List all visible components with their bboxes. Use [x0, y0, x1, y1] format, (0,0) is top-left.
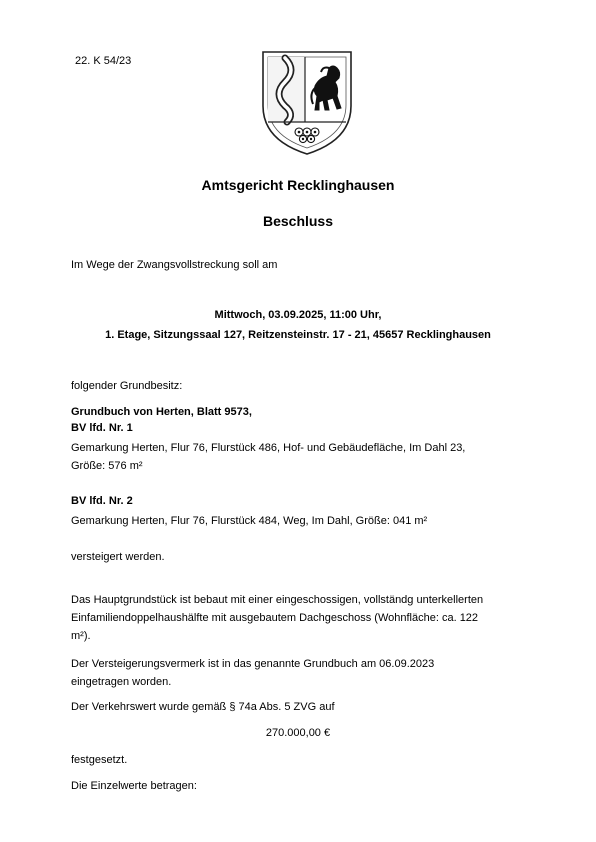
description-line-2: Einfamiliendoppelhaushälfte mit ausgebautem Dachgeschoss (Wohnfläche: ca. 122 [71, 612, 479, 624]
property-label: folgender Grundbesitz: [71, 380, 183, 392]
auction-date: Mittwoch, 03.09.2025, 11:00 Uhr, [214, 309, 382, 321]
individual-values-label: Die Einzelwerte betragen: [71, 780, 197, 792]
item-1-line-1: Gemarkung Herten, Flur 76, Flurstück 486, Hof- und Gebäudefläche, Im Dahl 23, [71, 442, 466, 454]
intro-text: Im Wege der Zwangsvollstreckung soll am [71, 259, 278, 271]
land-register: Grundbuch von Herten, Blatt 9573, [71, 406, 252, 418]
court-name: Amtsgericht Recklinghausen [201, 177, 395, 193]
market-value-intro: Der Verkehrswert wurde gemäß § 74a Abs. 5 ZVG auf [71, 701, 335, 713]
auction-phrase: versteigert werden. [71, 551, 165, 563]
item-2-line-1: Gemarkung Herten, Flur 76, Flurstück 484, Weg, Im Dahl, Größe: 041 m² [71, 515, 428, 527]
item-1-label: BV lfd. Nr. 1 [71, 422, 133, 434]
item-2-label: BV lfd. Nr. 2 [71, 495, 133, 507]
item-1-line-2: Größe: 576 m² [71, 460, 143, 472]
auction-location: 1. Etage, Sitzungssaal 127, Reitzensteinstr. 17 - 21, 45657 Recklinghausen [105, 329, 491, 341]
coat-of-arms-icon [257, 48, 357, 158]
description-line-1: Das Hauptgrundstück ist bebaut mit einer eingeschossigen, vollständg unterkellerten [71, 594, 484, 606]
case-number: 22. K 54/23 [75, 55, 132, 67]
description-line-3: m²). [71, 630, 91, 642]
registration-line-1: Der Versteigerungsvermerk ist in das genannte Grundbuch am 06.09.2023 [71, 658, 435, 670]
market-value: 270.000,00 € [265, 727, 331, 739]
fixed-phrase: festgesetzt. [71, 754, 128, 766]
registration-line-2: eingetragen worden. [71, 676, 172, 688]
document-type: Beschluss [262, 213, 334, 229]
